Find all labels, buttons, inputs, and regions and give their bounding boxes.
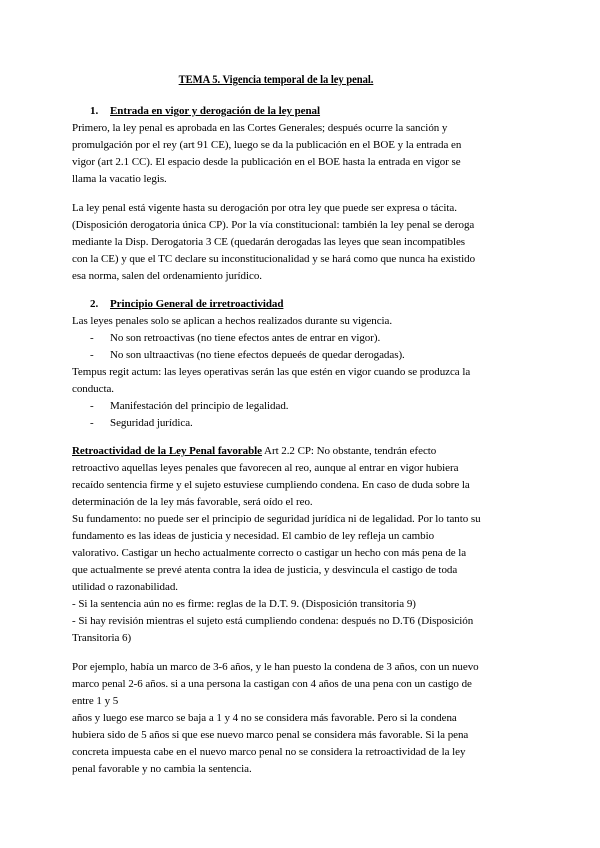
section-3-first-line (72, 443, 436, 460)
bullet-text: No son retroactivas (no tiene efectos antes de entrar en vigor). (110, 332, 381, 344)
paragraph-line: fundamento es las ideas de justicia y necesidad. El cambio de ley refleja un cambio (72, 530, 435, 542)
paragraph-line: Su fundamento: no puede ser el principio de seguridad jurídica ni de legalidad. Por lo tanto su (72, 513, 481, 525)
paragraph-line: Por ejemplo, había un marco de 3-6 años, y le han puesto la condena de 3 años, con un nuevo (72, 661, 479, 673)
bullet-item (90, 330, 380, 347)
bullet-text: No son ultraactivas (no tiene efectos depueés de quedar derogadas). (110, 349, 405, 361)
paragraph-line: utilidad o razonabilidad. (72, 581, 178, 593)
section-2-heading (90, 296, 283, 313)
bullet-text: Manifestación del principio de legalidad. (110, 400, 289, 412)
paragraph-line: penal favorable y no cambia la sentencia. (72, 763, 252, 775)
section-2-number: 2. (90, 298, 99, 310)
bullet-text: Seguridad jurídica. (110, 417, 193, 429)
paragraph-line: esa norma, salen del ordenamiento jurídico. (72, 270, 262, 282)
paragraph-line: llama la vacatio legis. (72, 173, 167, 185)
paragraph-line: Las leyes penales solo se aplican a hechos realizados durante su vigencia. (72, 315, 393, 327)
document-title: TEMA 5. Vigencia temporal de la ley penal. (178, 74, 374, 86)
paragraph-line: recaído sentencia firme y el sujeto estuviese cumpliendo condena. En caso de duda sobre la (72, 479, 470, 491)
paragraph-line: (Disposición derogatoria única CP). Por la vía constitucional: también la ley penal se deroga (72, 219, 475, 231)
paragraph-line: La ley penal está vigente hasta su derogación por otra ley que puede ser expresa o tácita. (72, 202, 457, 214)
paragraph-line: promulgación por el rey (art 91 CE), luego se da la publicación en el BOE y la entrada en (72, 139, 462, 151)
section-1-heading (90, 103, 320, 120)
paragraph-line: vigor (art 2.1 CC). El espacio desde la publicación en el BOE hasta la entrada en vigor se (72, 156, 461, 168)
paragraph-line: marco penal 2-6 años. si a una persona la castigan con 4 años de una pena con un castigo de (72, 678, 472, 690)
paragraph-line: Primero, la ley penal es aprobada en las Cortes Generales; después ocurre la sanción y (72, 122, 448, 134)
paragraph-line: Tempus regit actum: las leyes operativas serán las que estén en vigor cuando se produzca la (72, 366, 471, 378)
paragraph-line: años y luego ese marco se baja a 1 y 4 no se considera más favorable. Pero si la condena (72, 712, 457, 724)
paragraph-line: determinación de la ley más favorable, será oído el reo. (72, 496, 313, 508)
paragraph-line: que actualmente se prevé atenta contra la idea de justicia, y desvincula el castigo de toda (72, 564, 458, 576)
bullet-item (90, 398, 288, 415)
paragraph-line: - Si hay revisión mientras el sujeto está cumpliendo condena: después no D.T6 (Disposición (72, 615, 474, 627)
paragraph-line: retroactivo aquellas leyes penales que favorecen al reo, aunque al entrar en vigor hubiera (72, 462, 459, 474)
paragraph-line: valorativo. Castigar un hecho actualmente correcto o castigar un hecho con más pena de la (72, 547, 467, 559)
bullet-dash: - (90, 332, 94, 344)
paragraph-line: - Si la sentencia aún no es firme: reglas de la D.T. 9. (Disposición transitoria 9) (72, 598, 416, 610)
bullet-dash: - (90, 349, 94, 361)
section-1-number: 1. (90, 105, 99, 117)
bullet-item (90, 347, 405, 364)
section-1-title: Entrada en vigor y derogación de la ley penal (110, 105, 321, 117)
paragraph-line: Transitoria 6) (72, 632, 132, 644)
section-3-heading: Retroactividad de la Ley Penal favorable (72, 445, 262, 457)
bullet-item (90, 415, 193, 432)
paragraph-line: concreta impuesta cabe en el nuevo marco penal no se considera la retroactividad de la ley (72, 746, 466, 758)
paragraph-line: conducta. (72, 383, 115, 395)
paragraph-text: Art 2.2 CP: No obstante, tendrán efecto (261, 445, 437, 457)
paragraph-line: con la CE) y que el TC declare su inconstitucionalidad y se hará como que nunca ha existido (72, 253, 476, 265)
paragraph-line: hubiera sido de 5 años si que ese nuevo marco penal se considera más favorable. Si la pena (72, 729, 469, 741)
section-2-title: Principio General de irretroactividad (110, 298, 284, 310)
paragraph-line: entre 1 y 5 (72, 695, 119, 707)
bullet-dash: - (90, 400, 94, 412)
paragraph-line: mediante la Disp. Derogatoria 3 CE (quedarán derogadas las leyes que sean incompatibles (72, 236, 466, 248)
bullet-dash: - (90, 417, 94, 429)
